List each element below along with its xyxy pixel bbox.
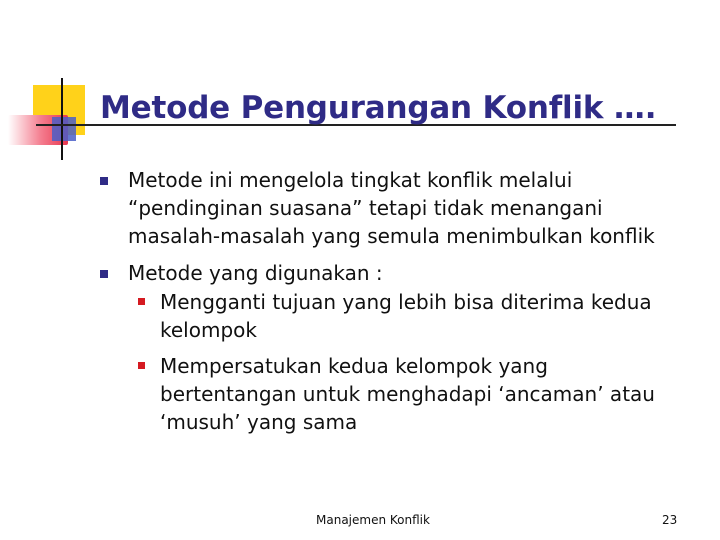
- page-number: 23: [662, 513, 678, 527]
- bullet-text: Metode yang digunakan :: [128, 261, 383, 285]
- slide-title: Metode Pengurangan Konflik ….: [100, 90, 657, 126]
- footer-title: Manajemen Konflik: [316, 513, 430, 527]
- sub-bullet-item: [160, 288, 690, 344]
- sub-bullet-text: Mengganti tujuan yang lebih bisa diterima kedua kelompok: [160, 290, 652, 342]
- square-bullet-icon: [138, 362, 145, 369]
- bullet-item: [128, 259, 688, 287]
- bullet-item: [128, 166, 688, 250]
- square-bullet-icon: [100, 270, 108, 278]
- logo-vertical-line: [61, 78, 63, 160]
- sub-bullet-text: Mempersatukan kedua kelompok yang bertentangan untuk menghadapi ‘ancaman’ atau ‘musuh’ yang sama: [160, 354, 655, 434]
- bullet-text: Metode ini mengelola tingkat konflik melalui “pendinginan suasana” tetapi tidak menangani masalah-masalah yang semula menimbulkan konflik: [128, 168, 655, 248]
- sub-bullet-item: [160, 352, 690, 436]
- square-bullet-icon: [100, 177, 108, 185]
- logo-blue-square: [52, 117, 76, 141]
- square-bullet-icon: [138, 298, 145, 305]
